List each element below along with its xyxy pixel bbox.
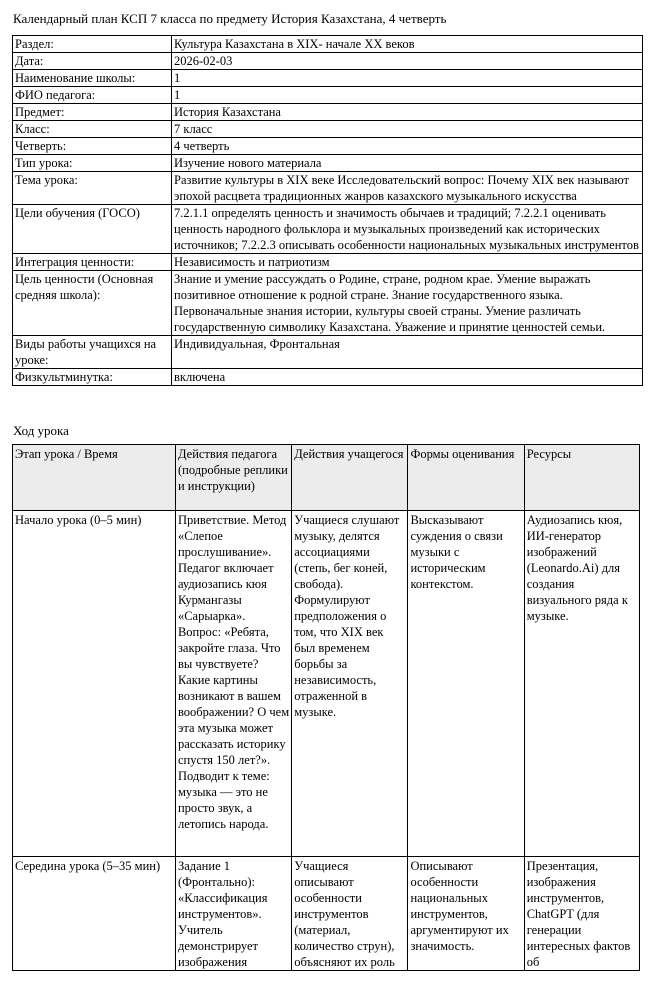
info-row [13,87,643,104]
assessment-cell: Высказывают суждения о связи музыки с историческим контекстом. [408,511,524,857]
info-label: Цель ценности (Основная средняя школа): [13,271,172,336]
info-row [13,254,643,271]
info-row [13,36,643,53]
teacher-actions-cell: Задание 1 (Фронтально): «Классификация инструментов». Учитель демонстрирует изображения [175,857,291,971]
info-row [13,155,643,172]
student-actions-cell: Учащиеся слушают музыку, делятся ассоциациями (степь, бег коней, свобода). Формулируют предположения о том, что XIX век был временем борьбы за независимость, отраженной в музыке. [292,511,408,857]
teacher-actions-cell: Приветствие. Метод «Слепое прослушивание». Педагог включает аудиозапись кюя Курмангазы «Сарыарка». Вопрос: «Ребята, закройте глаза. Что вы чувствуете? Какие картины возникают в вашем воображении? О чем эта музыка может рассказать историку спустя 150 лет?». Подводит к теме: музыка — это не просто звук, а летопись народа. [175,511,291,857]
info-row [13,70,643,87]
info-value: Индивидуальная, Фронтальная [172,336,643,369]
info-label: Дата: [13,53,172,70]
info-value: История Казахстана [172,104,643,121]
info-value: 1 [172,70,643,87]
info-value: Изучение нового материала [172,155,643,172]
flow-row-start [13,511,640,857]
header-assessment: Формы оценивания [408,445,524,511]
info-value: Знание и умение рассуждать о Родине, стране, родном крае. Умение выражать позитивное отношение к родной стране. Знание государственного языка. Первоначальные знания истории, культуры своей страны. Умение различать государственную символику Казахстана. Уважение и принятие ценностей семьи. [172,271,643,336]
resources-cell: Презентация, изображения инструментов, ChatGPT (для генерации интересных фактов об [524,857,639,971]
info-label: Виды работы учащихся на уроке: [13,336,172,369]
info-label: Интеграция ценности: [13,254,172,271]
header-teacher-actions: Действия педагога (подробные реплики и инструкции) [175,445,291,511]
info-value: 7 класс [172,121,643,138]
lesson-flow-heading: Ход урока [13,423,69,438]
info-row [13,172,643,205]
info-label: Класс: [13,121,172,138]
page-title: Календарный план КСП 7 класса по предмету История Казахстана, 4 четверть [13,11,447,26]
header-resources: Ресурсы [524,445,639,511]
info-value: 7.2.1.1 определять ценность и значимость обычаев и традиций; 7.2.2.1 оценивать ценность народного фольклора и музыкальных произведений как исторических источников; 7.2.2.3 описывать особенности национальных музыкальных инструментов [172,205,643,254]
info-value: Независимость и патриотизм [172,254,643,271]
info-label: Тип урока: [13,155,172,172]
stage-cell: Середина урока (5–35 мин) [13,857,176,971]
info-label: Тема урока: [13,172,172,205]
info-label: Наименование школы: [13,70,172,87]
lesson-flow-table [12,444,640,971]
header-stage: Этап урока / Время [13,445,176,511]
info-value: включена [172,369,643,386]
flow-header-row [13,445,640,511]
assessment-cell: Описывают особенности национальных инструментов, аргументируют их значимость. [408,857,524,971]
info-label: Предмет: [13,104,172,121]
resources-cell: Аудиозапись кюя, ИИ-генератор изображений (Leonardo.Ai) для создания визуального ряда к музыке. [524,511,639,857]
info-value: 4 четверть [172,138,643,155]
lesson-info-table [12,35,643,386]
flow-row-middle [13,857,640,971]
student-actions-cell: Учащиеся описывают особенности инструментов (материал, количество струн), объясняют их роль [292,857,408,971]
info-label: Физкультминутка: [13,369,172,386]
info-row [13,271,643,336]
info-value: 1 [172,87,643,104]
info-row [13,121,643,138]
info-label: ФИО педагога: [13,87,172,104]
info-label: Раздел: [13,36,172,53]
info-label: Цели обучения (ГОСО) [13,205,172,254]
info-row [13,369,643,386]
info-label: Четверть: [13,138,172,155]
info-row [13,104,643,121]
info-value: 2026-02-03 [172,53,643,70]
info-row [13,205,643,254]
info-row [13,336,643,369]
info-value: Культура Казахстана в XIX- начале XX веков [172,36,643,53]
info-row [13,53,643,70]
header-student-actions: Действия учащегося [292,445,408,511]
stage-cell: Начало урока (0–5 мин) [13,511,176,857]
info-value: Развитие культуры в XIX веке Исследовательский вопрос: Почему XIX век называют эпохой расцвета традиционных жанров казахского музыкального искусства [172,172,643,205]
info-row [13,138,643,155]
